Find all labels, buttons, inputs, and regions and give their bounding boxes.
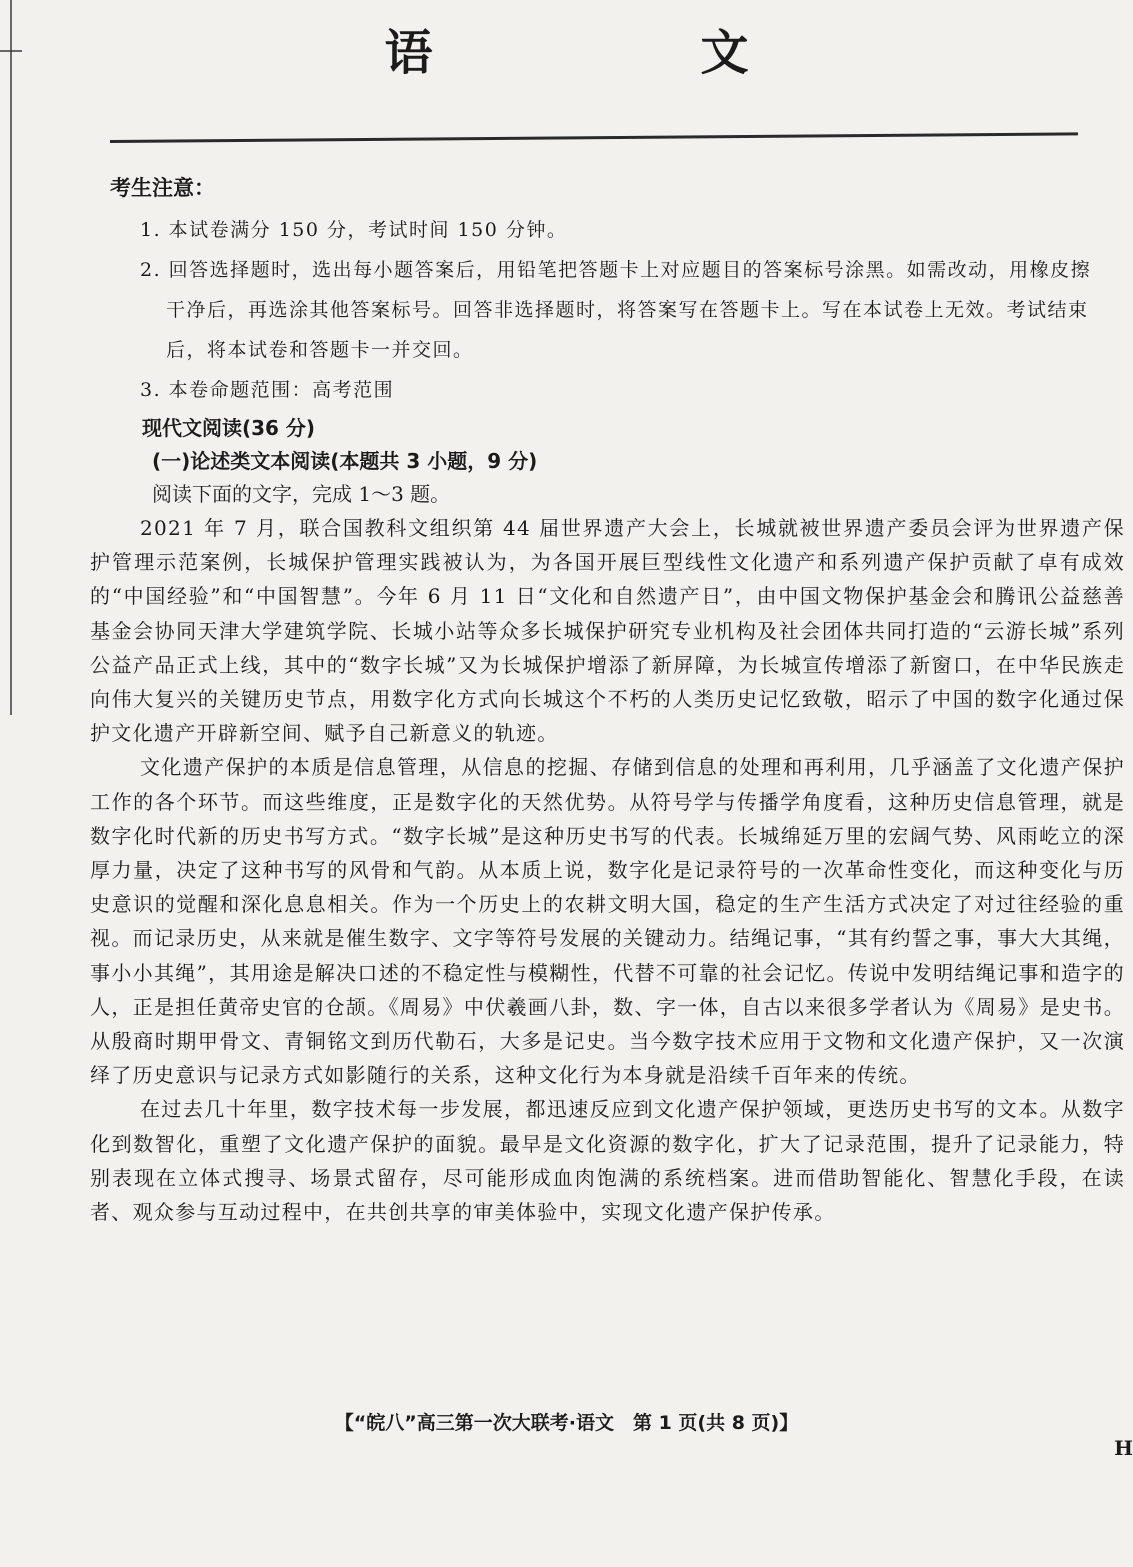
title-rule: [110, 132, 1078, 143]
passage-paragraph: 2021 年 7 月，联合国教科文组织第 44 届世界遗产大会上，长城就被世界遗产委员会评为世界遗产保护管理示范案例，长城保护管理实践被认为，为各国开展巨型线性文化遗产和系列遗产保护贡献了卓有成效的“中国经验”和“中国智慧”。今年 6 月 11 日“文化和自然遗产日”，由中国文物保护基金会和腾讯公益慈善基金会协同天津大学建筑学院、长城小站等众多长城保护研究专业机构及社会团体共同打造的“云游长城”系列公益产品正式上线，其中的“数字长城”又为长城保护增添了新屏障，为长城宣传增添了新窗口，在中华民族走向伟大复兴的关键历史节点，用数字化方式向长城这个不朽的人类历史记忆致敬，昭示了中国的数字化通过保护文化遗产开辟新空间、赋予自己新意义的轨迹。: [90, 516, 1125, 746]
notice-item: 2. 回答选择题时，选出每小题答案后，用铅笔把答题卡上对应题目的答案标号涂黑。如需改动，用橡皮擦干净后，再选涂其他答案标号。回答非选择题时，将答案写在答题卡上。写在本试卷上无效。考试结束后，将本试卷和答题卡一并交回。: [140, 259, 1092, 361]
passage-paragraph: 文化遗产保护的本质是信息管理，从信息的挖掘、存储到信息的处理和再利用，几乎涵盖了文化遗产保护工作的各个环节。而这些维度，正是数字化的天然优势。从符号学与传播学角度看，这种历史信息管理，就是数字化时代新的历史书写方式。“数字长城”是这种历史书写的代表。长城绵延万里的宏阔气势、风雨屹立的深厚力量，决定了这种书写的风骨和气韵。从本质上说，数字化是记录符号的一次革命性变化，而这种变化与历史意识的觉醒和深化息息相关。作为一个历史上的农耕文明大国，稳定的生产生活方式决定了对过往经验的重视。而记录历史，从来就是催生数字、文字等符号发展的关键动力。结绳记事，“其有约誓之事，事大大其绳，事小小其绳”，其用途是解决口述的不稳定性与模糊性，代替不可靠的社会记忆。传说中发明结绳记事和造字的人，正是担任黄帝史官的仓颉。《周易》中伏羲画八卦，数、字一体，自古以来很多学者认为《周易》是史书。从殷商时期甲骨文、青铜铭文到历代勒石，大多是记史。当今数字技术应用于文物和文化遗产保护，又一次演绎了历史意识与记录方式如影随行的关系，这种文化行为本身就是沿续千百年来的传统。: [90, 755, 1125, 1088]
section-heading: 现代文阅读(36 分): [142, 416, 316, 440]
section-instruction: 阅读下面的文字，完成 1～3 题。: [152, 482, 451, 506]
notice-heading: 考生注意：: [110, 176, 215, 200]
page-title: 语 文: [384, 25, 859, 81]
notice-item: 3. 本卷命题范围：高考范围: [140, 379, 395, 401]
binding-line: [10, 0, 12, 715]
section-subheading: (一)论述类文本阅读(本题共 3 小题，9 分): [152, 449, 538, 473]
notice-item: 1. 本试卷满分 150 分，考试时间 150 分钟。: [140, 219, 568, 241]
page-footer: 【“皖八”高三第一次大联考·语文 第 1 页(共 8 页)】: [334, 1412, 799, 1434]
reading-section: [90, 412, 1125, 1229]
passage-paragraph: 在过去几十年里，数字技术每一步发展，都迅速反应到文化遗产保护领域，更迭历史书写的文本。从数字化到数智化，重塑了文化遗产保护的面貌。最早是文化资源的数字化，扩大了记录范围，提升了记录能力，特别表现在立体式搜寻、场景式留存，尽可能形成血肉饱满的系统档案。进而借助智能化、智慧化手段，在读者、观众参与互动过程中，在共创共享的审美体验中，实现文化遗产保护传承。: [90, 1097, 1125, 1225]
exam-notice: [110, 172, 1100, 410]
corner-code: H: [1114, 1436, 1133, 1460]
